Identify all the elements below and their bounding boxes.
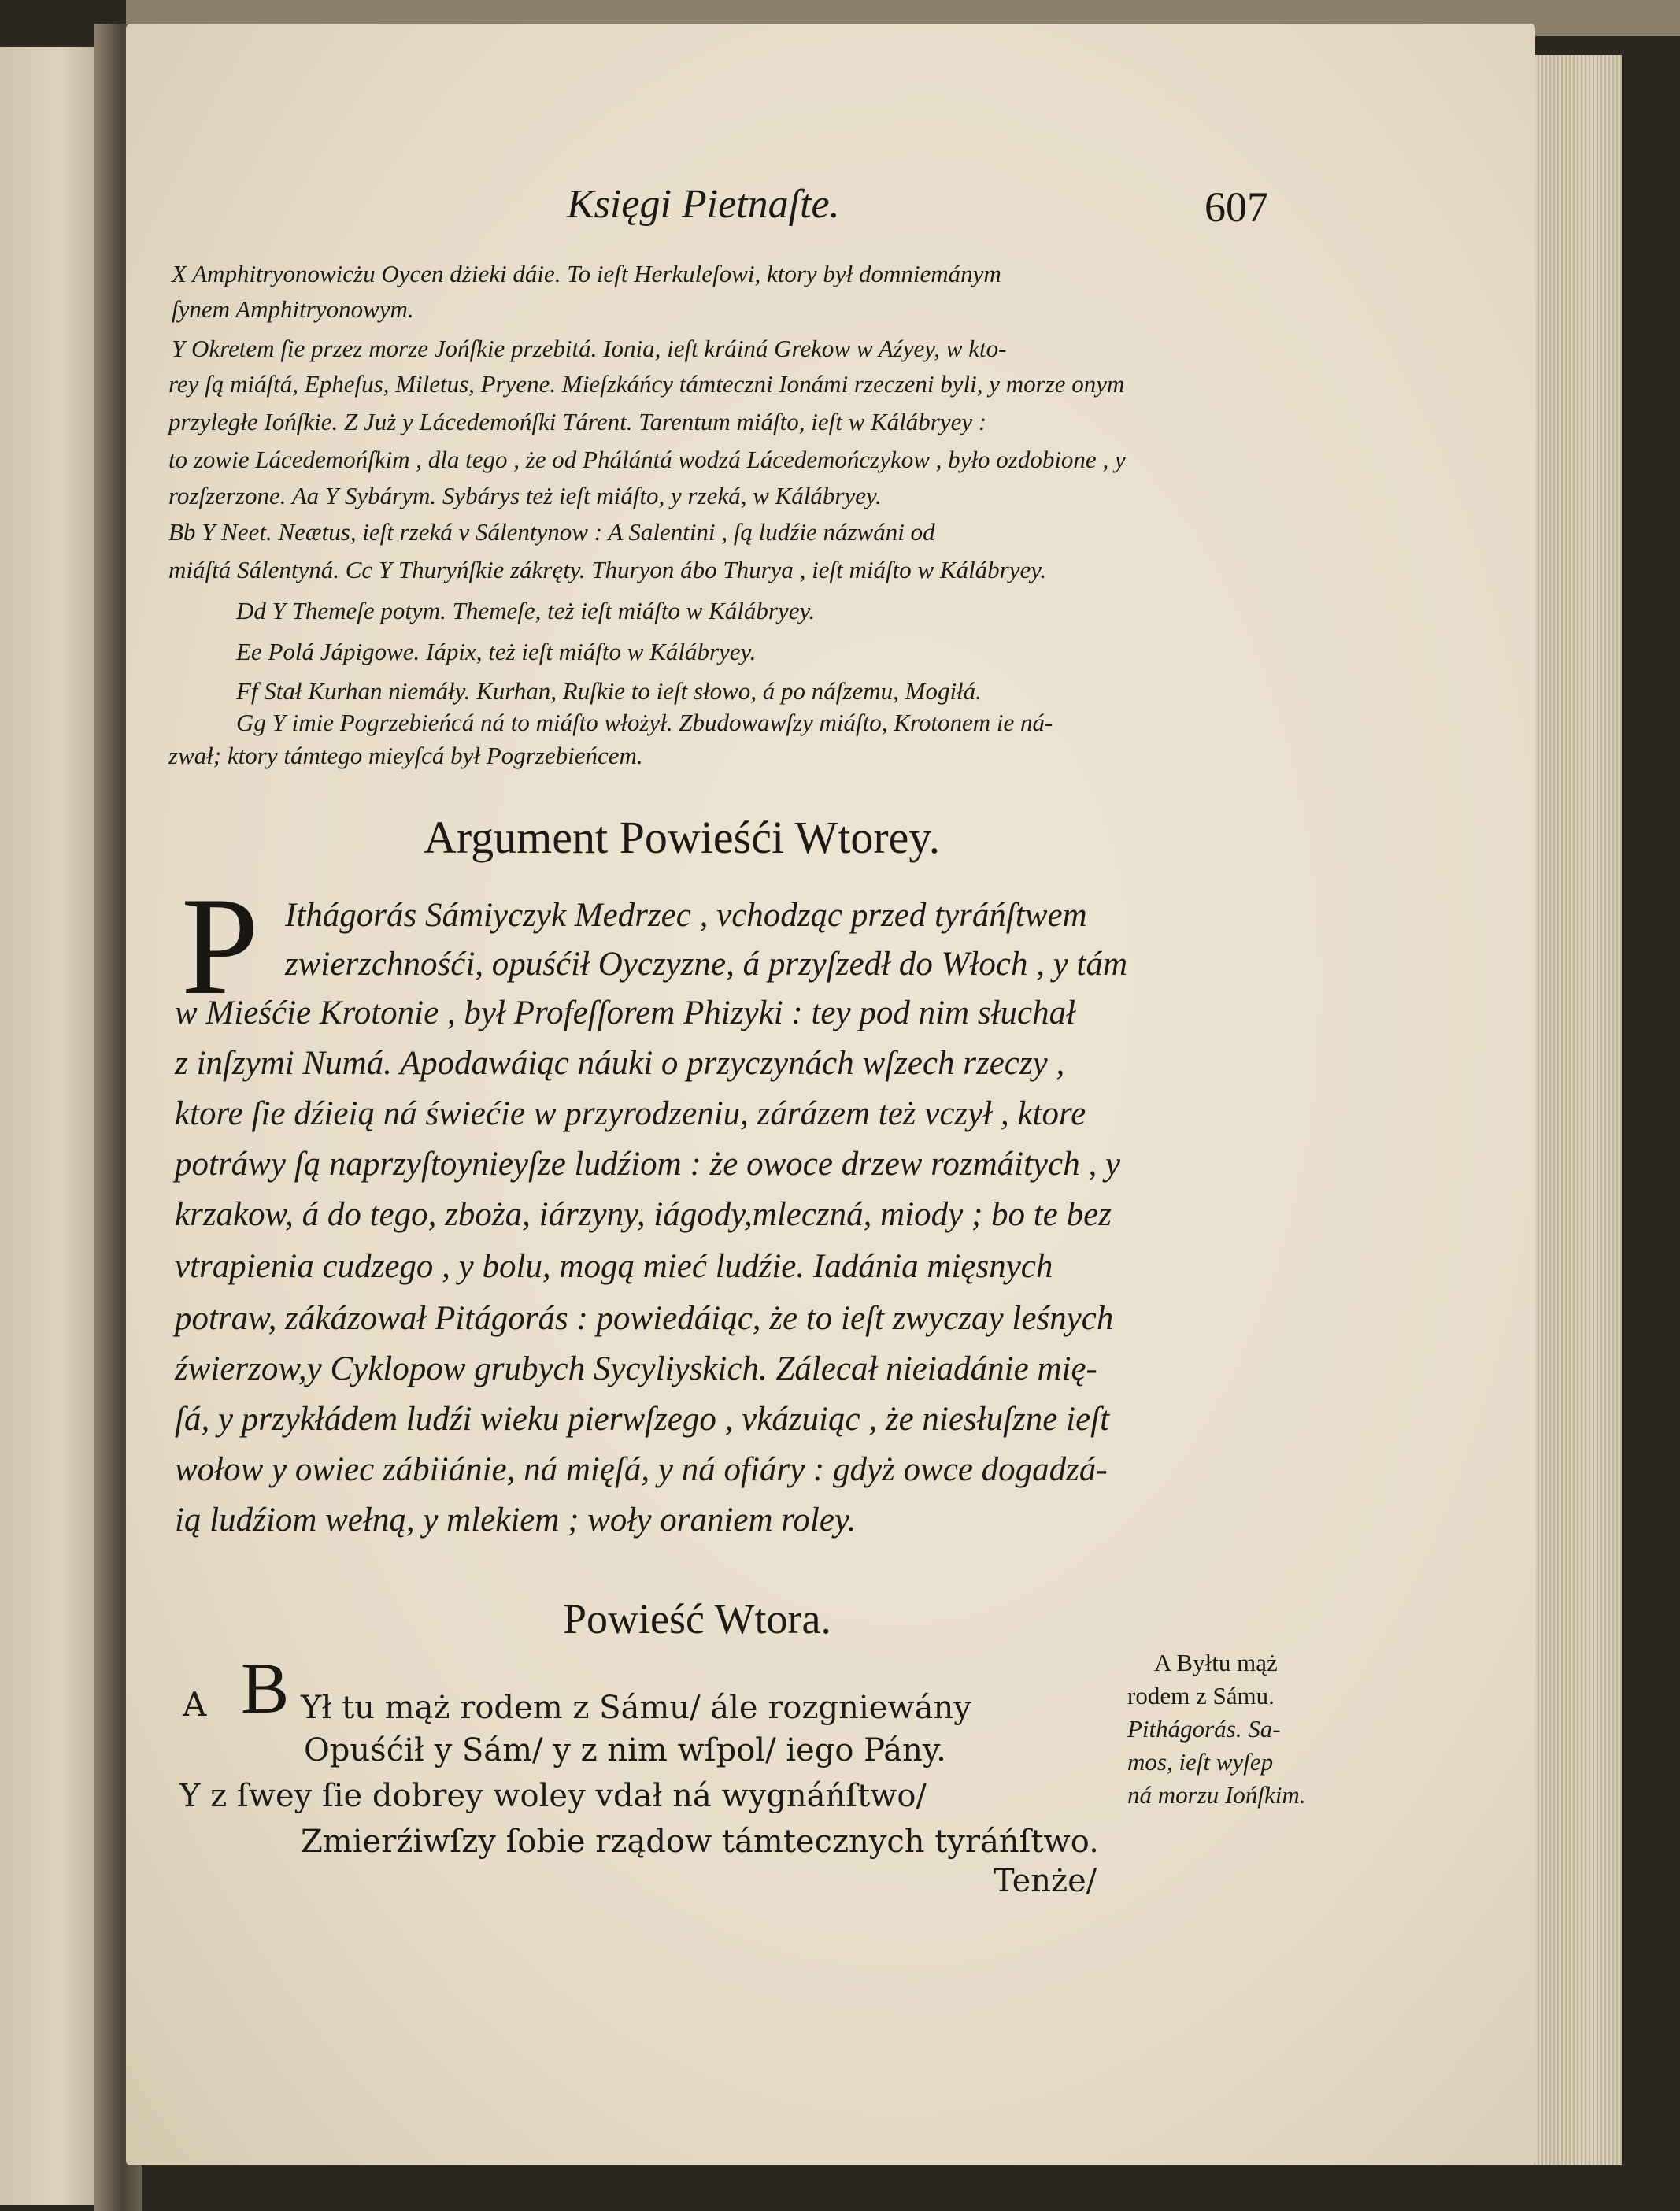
argument-line: z inſzymi Numá. Apodawáiąc náuki o przyczynách wſzech rzeczy , [175,1045,1065,1082]
note-line: rozſzerzone. Aa Y Sybárym. Sybárys też ieſt miáſto, y rzeká, w Kálábryey. [168,482,882,509]
story-drop-cap: B [241,1648,290,1728]
margin-note-line: A Byłtu mąż [1154,1649,1278,1676]
argument-line: ią ludźiom wełną, y mlekiem ; woły oraniem roley. [175,1502,857,1539]
note-line: zwał; ktory támtego mieyſcá był Pogrzebieńcem. [168,742,643,769]
argument-line: Ithágorás Sámiyczyk Medrzec , vchodząc przed tyráńſtwem [285,897,1087,934]
argument-line: potráwy ſą naprzyſtoynieyſze ludźiom : że owoce drzew rozmáitych , y [175,1146,1121,1183]
note-line: X Amphitryonowicżu Oycen dżieki dáie. To ieſt Herkuleſowi, ktory był domniemánym [172,260,1001,287]
story-title: Powieść Wtora. [563,1595,831,1643]
margin-note-line: Pithágorás. Sa- [1127,1715,1281,1743]
argument-line: vtrapienia cudzego , y bolu, mogą mieć ludźie. Iadánia mięsnych [175,1248,1053,1285]
argument-line: w Mieśćie Krotonie , był Profeſſorem Phizyki : tey pod nim słuchał [175,994,1076,1031]
note-line: to zowie Lácedemońſkim , dla tego , że od Phálántá wodzá Lácedemończykow , było ozdobione , y [168,446,1126,473]
argument-drop-cap: P [181,868,259,1024]
margin-note-line: mos, ieſt wyſep [1127,1748,1274,1776]
page-stack-edge [1527,55,1622,2165]
note-line: rey ſą miáſtá, Epheſus, Miletus, Pryene. Mieſzkáńcy támteczni Ionámi rzeczeni byli, y morze onym [168,370,1125,398]
note-line: ſynem Amphitryonowym. [172,295,414,323]
verse-line: Zmierźiwſzy ſobie rządow támtecznych tyráńſtwo. [301,1824,1099,1860]
left-page-edge [0,47,110,2205]
argument-line: ſá, y przykłádem ludźi wieku pierwſzego , vkázuiąc , że niesłuſzne ieſt [175,1401,1110,1438]
verse-line: Ył tu mąż rodem z Sámu/ ále rozgniewány [301,1690,971,1726]
note-line: przyległe Iońſkie. Z Już y Lácedemońſki Tárent. Tarentum miáſto, ieſt w Kálábryey : [168,408,987,435]
note-line: Bb Y Neet. Neætus, ieſt rzeká v Sálentynow : A Salentini , ſą ludźie názwáni od [168,518,935,546]
note-line: Dd Y Themeſe potym. Themeſe, też ieſt miáſto w Kálábryey. [236,597,816,624]
argument-line: źwierzow,y Cyklopow grubych Sycyliyskich. Zálecał nieiadánie mię- [175,1350,1097,1387]
note-line: Gg Y imie Pogrzebieńcá ná to miáſto włożył. Zbudowawſzy miáſto, Krotonem ie ná- [236,709,1053,736]
verse-line: Y z ſwey ſie dobrey woley vdał ná wygnáńſtwo/ [179,1778,927,1814]
catchword: Tenże/ [994,1863,1097,1899]
note-line: Y Okretem ſie przez morze Jońſkie przebitá. Ionia, ieſt kráiná Grekow w Aźyey, w kto- [172,335,1007,362]
note-line: Ee Polá Jápigowe. Iápix, też ieſt miáſto w Kálábryey. [236,638,757,665]
argument-line: krzakow, á do tego, zboża, iárzyny, iágody,mleczná, miody ; bo te bez [175,1196,1112,1233]
argument-line: ktore ſie dźieią ná świećie w przyrodzeniu, zárázem też vczył , ktore [175,1095,1086,1132]
margin-note-line: ná morzu Iońſkim. [1127,1781,1306,1809]
note-line: Ff Stał Kurhan niemáły. Kurhan, Ruſkie to ieſt słowo, á po náſzemu, Mogiłá. [236,677,982,705]
note-line: miáſtá Sálentyná. Cc Y Thuryńſkie zákręty. Thuryon ábo Thurya , ieſt miáſto w Kálábryey. [168,556,1047,583]
verse-line: Opuśćił y Sám/ y z nim wſpol/ iego Pány. [304,1732,946,1768]
argument-line: zwierzchnośći, opuśćił Oyczyzne, á przyſzedł do Włoch , y tám [285,946,1128,983]
margin-note-line: rodem z Sámu. [1127,1682,1275,1709]
note-letter: A [183,1685,207,1724]
argument-line: potraw, zákázował Pitágorás : powiedáiąc, że to ieſt zwyczay leśnych [175,1300,1114,1337]
argument-title: Argument Powieśći Wtorey. [424,812,941,863]
page-number: 607 [1204,183,1268,231]
argument-line: wołow y owiec zábiiánie, ná mięſá, y ná ofiáry : gdyż owce dogadzá- [175,1451,1108,1488]
running-head: Księgi Pietnaſte. [567,182,840,227]
